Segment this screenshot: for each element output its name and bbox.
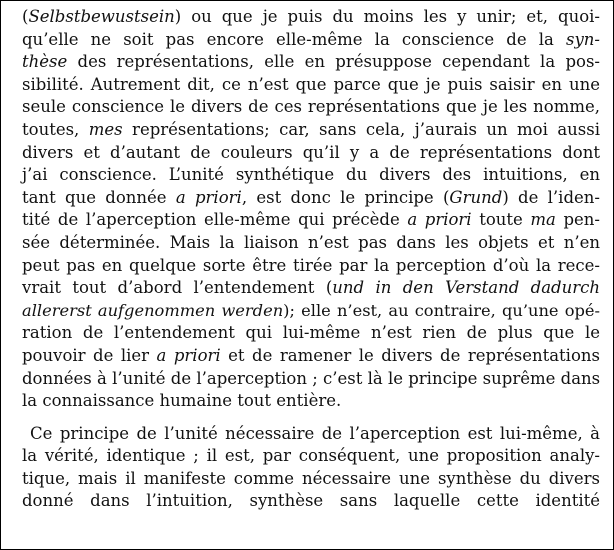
text-run: , est donc le principe ( bbox=[241, 187, 450, 207]
text-run: données à l’unité de l’aperception ; c’est là le principe suprême dans bbox=[22, 368, 601, 388]
text-line bbox=[22, 300, 600, 323]
text-run: ration de l’entendement qui lui-même n’est rien de plus que le bbox=[22, 323, 600, 343]
text-run: tant que donnée bbox=[22, 187, 176, 207]
italic-text: ma bbox=[530, 210, 556, 230]
text-run: ) de l’iden- bbox=[502, 187, 600, 207]
paragraph bbox=[22, 6, 600, 413]
text-run: des représentations, elle en présuppose cependant la pos- bbox=[67, 52, 600, 72]
text-line bbox=[22, 119, 600, 142]
text-run: seule conscience le divers de ces représentations que je les nomme, bbox=[22, 97, 600, 117]
text-line bbox=[22, 51, 600, 74]
text-run: tique, mais il manifeste comme nécessaire une synthèse du divers bbox=[22, 468, 600, 488]
text-run: tité de l’aperception elle-même qui précède bbox=[22, 210, 408, 230]
text-line bbox=[22, 232, 600, 255]
paragraph bbox=[22, 423, 600, 513]
text-line bbox=[22, 6, 600, 29]
text-line bbox=[22, 390, 600, 413]
text-run: pouvoir de lier bbox=[22, 345, 157, 365]
text-run: j’ai conscience. L’unité synthétique du divers des intuitions, en bbox=[22, 165, 600, 185]
text-line bbox=[22, 423, 600, 446]
text-line bbox=[22, 322, 600, 345]
text-line bbox=[22, 445, 600, 468]
text-run: sibilité. Autrement dit, ce n’est que parce que je puis saisir en une bbox=[22, 74, 600, 94]
italic-text: allererst aufgenommen werden bbox=[22, 300, 284, 320]
text-line bbox=[22, 29, 600, 52]
text-line bbox=[22, 345, 600, 368]
text-line bbox=[22, 187, 600, 210]
italic-text: Selbstbewustsein bbox=[28, 7, 175, 26]
text-run: représentations; car, sans cela, j’aurais un moi aussi bbox=[122, 119, 600, 139]
text-run: toutes, bbox=[22, 119, 89, 139]
text-run: toute bbox=[471, 210, 531, 230]
text-run: sée déterminée. Mais la liaison n’est pas dans les objets et n’en bbox=[22, 232, 600, 252]
italic-text: a priori bbox=[156, 345, 221, 365]
text-run: vrait tout d’abord l’entendement ( bbox=[22, 278, 333, 298]
italic-text: a priori bbox=[407, 210, 472, 230]
text-run: la connaissance humaine tout entière. bbox=[22, 391, 342, 411]
text-line bbox=[22, 142, 600, 165]
text-run: peut pas en quelque sorte être tirée par la perception d’où la rece- bbox=[22, 255, 600, 275]
paragraph-gap bbox=[22, 413, 600, 423]
text-line bbox=[22, 277, 600, 300]
text-line bbox=[22, 255, 600, 278]
text-line bbox=[22, 368, 600, 391]
text-run: qu’elle ne soit pas encore elle-même la conscience de la bbox=[22, 29, 566, 49]
text-line bbox=[22, 74, 600, 97]
text-line bbox=[22, 164, 600, 187]
text-line bbox=[22, 209, 600, 232]
text-line bbox=[22, 468, 600, 491]
italic-text: Grund bbox=[449, 187, 503, 207]
italic-text: a priori bbox=[175, 187, 242, 207]
page-text bbox=[22, 6, 600, 513]
text-run: donné dans l’intuition, synthèse sans laquelle cette identité bbox=[22, 491, 600, 511]
text-run: ); elle n’est, au contraire, qu’une opé- bbox=[283, 300, 600, 320]
text-run: divers et d’autant de couleurs qu’il y a de représentations dont bbox=[22, 142, 600, 162]
italic-text: mes bbox=[88, 119, 123, 139]
italic-text: und in den Verstand dadurch bbox=[332, 278, 600, 298]
text-run: la vérité, identique ; il est, par conséquent, une proposition analy- bbox=[22, 446, 600, 466]
text-run: ( bbox=[22, 7, 29, 26]
text-line bbox=[22, 490, 600, 513]
text-line bbox=[22, 96, 600, 119]
text-run: Ce principe de l’unité nécessaire de l’aperception est lui-même, à bbox=[30, 423, 600, 443]
text-run: ) ou que je puis du moins les y unir; et, quoi- bbox=[174, 7, 600, 26]
italic-text: thèse bbox=[22, 52, 68, 72]
text-run: pen- bbox=[555, 210, 601, 230]
text-run: et de ramener le divers de représentations bbox=[220, 345, 600, 365]
italic-text: syn- bbox=[566, 29, 600, 49]
